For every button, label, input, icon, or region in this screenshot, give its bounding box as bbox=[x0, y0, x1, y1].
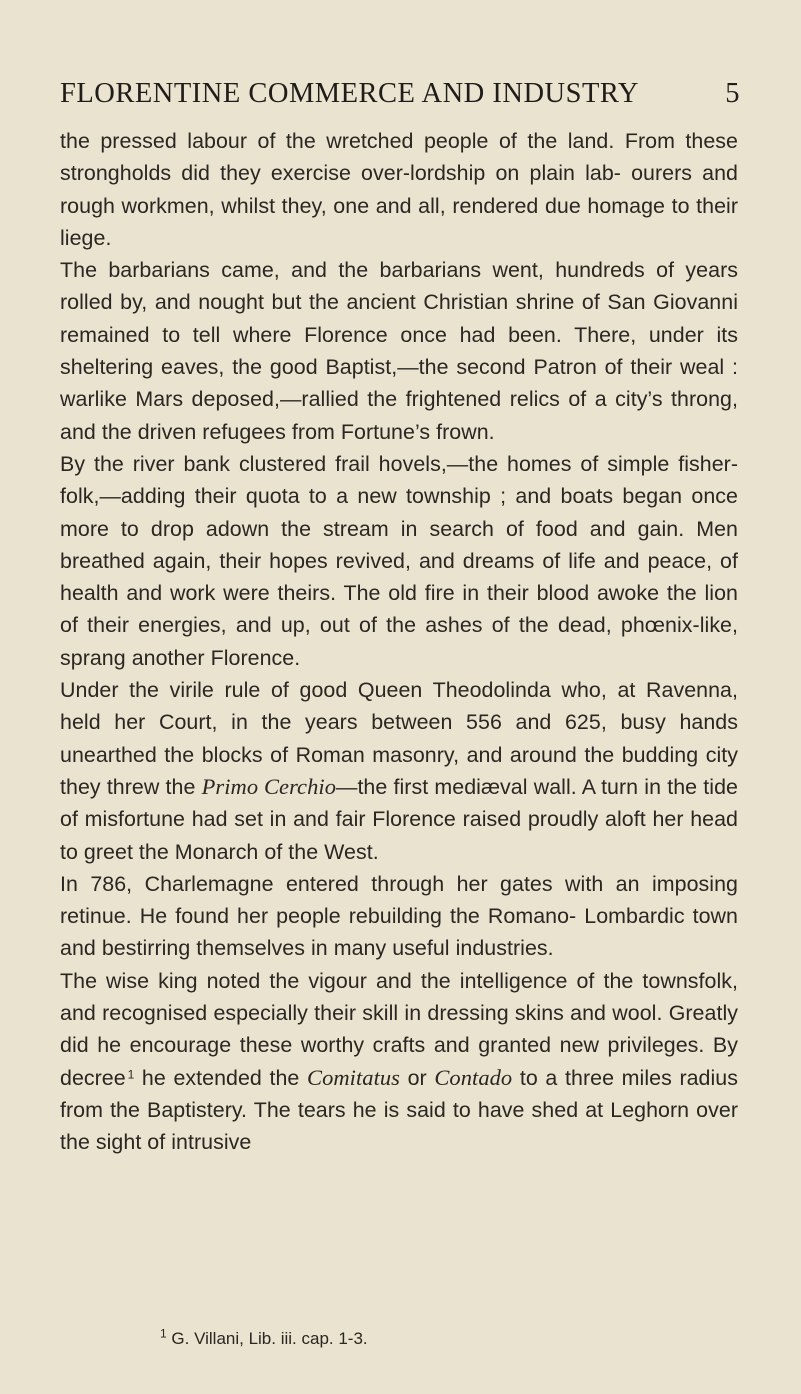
contado-term: Contado bbox=[434, 1064, 513, 1090]
paragraph-1: the pressed labour of the wretched people of the land. From these strongholds did they exercise over-lordship on plain lab- ourers and rough workmen, whilst they, one and all, rendered due homage to their liege. bbox=[60, 129, 738, 250]
primo-cerchio-term: Primo Cerchio bbox=[201, 773, 336, 799]
paragraph-6-text-d: to a three miles radius from the Baptistery. The tears he is said to have shed at Leghorn over the sight of intrusive bbox=[60, 1065, 738, 1155]
body-text bbox=[60, 125, 738, 1159]
paragraph-5: In 786, Charlemagne entered through her gates with an imposing retinue. He found her people rebuilding the Romano- Lombardic town and bestirring themselves in many useful industries. bbox=[60, 871, 738, 961]
running-head bbox=[60, 78, 740, 110]
page-number: 5 bbox=[725, 78, 740, 109]
paragraph-4 bbox=[60, 674, 738, 868]
paragraph-4-text-b: —the first mediæval wall. A turn in the tide of misfortune had set in and fair Florence raised proudly aloft her head to greet the Monarch of the West. bbox=[60, 774, 738, 864]
paragraph-6-text-a: The wise king noted the vigour and the intelligence of the townsfolk, and recognised especially their skill in dressing skins and wool. Greatly did he encourage these worthy crafts and granted new privileges. By decree bbox=[60, 968, 738, 1090]
paragraph-6-text-b: he extended the bbox=[134, 1065, 308, 1090]
paragraph-6-text-c: or bbox=[399, 1065, 435, 1090]
running-head-title: FLORENTINE COMMERCE AND INDUSTRY bbox=[60, 78, 639, 109]
paragraph-2: The barbarians came, and the barbarians went, hundreds of years rolled by, and nought but the ancient Christian shrine of San Giovanni remained to tell where Florence once had been. There, under its sheltering eaves, the good Baptist,—the second Patron of their weal : warlike Mars deposed,—rallied the frightened relics of a city’s throng, and the driven refugees from Fortune’s frown. bbox=[60, 258, 738, 444]
footnote-text: G. Villani, Lib. iii. cap. 1-3. bbox=[166, 1329, 368, 1348]
paragraph-4-text-a: Under the virile rule of good Queen Theodolinda who, at Ravenna, held her Court, in the years between 556 and 625, busy hands unearthed the blocks of Roman masonry, and around the budding city they threw the bbox=[60, 678, 738, 799]
footnote-marker: 1 bbox=[160, 1326, 167, 1341]
footnote bbox=[160, 1326, 368, 1349]
footnote-reference: 1 bbox=[127, 1067, 135, 1082]
comitatus-term: Comitatus bbox=[307, 1064, 400, 1090]
paragraph-3: By the river bank clustered frail hovels,—the homes of simple fisher-folk,—adding their quota to a new township ; and boats began once more to drop adown the stream in search of food and gain. Men breathed again, their hopes revived, and dreams of life and peace, of health and work were theirs. The old fire in their blood awoke the lion of their energies, and up, out of the ashes of the dead, phœnix-like, sprang another Florence. bbox=[60, 451, 738, 670]
paragraph-6 bbox=[60, 965, 738, 1159]
